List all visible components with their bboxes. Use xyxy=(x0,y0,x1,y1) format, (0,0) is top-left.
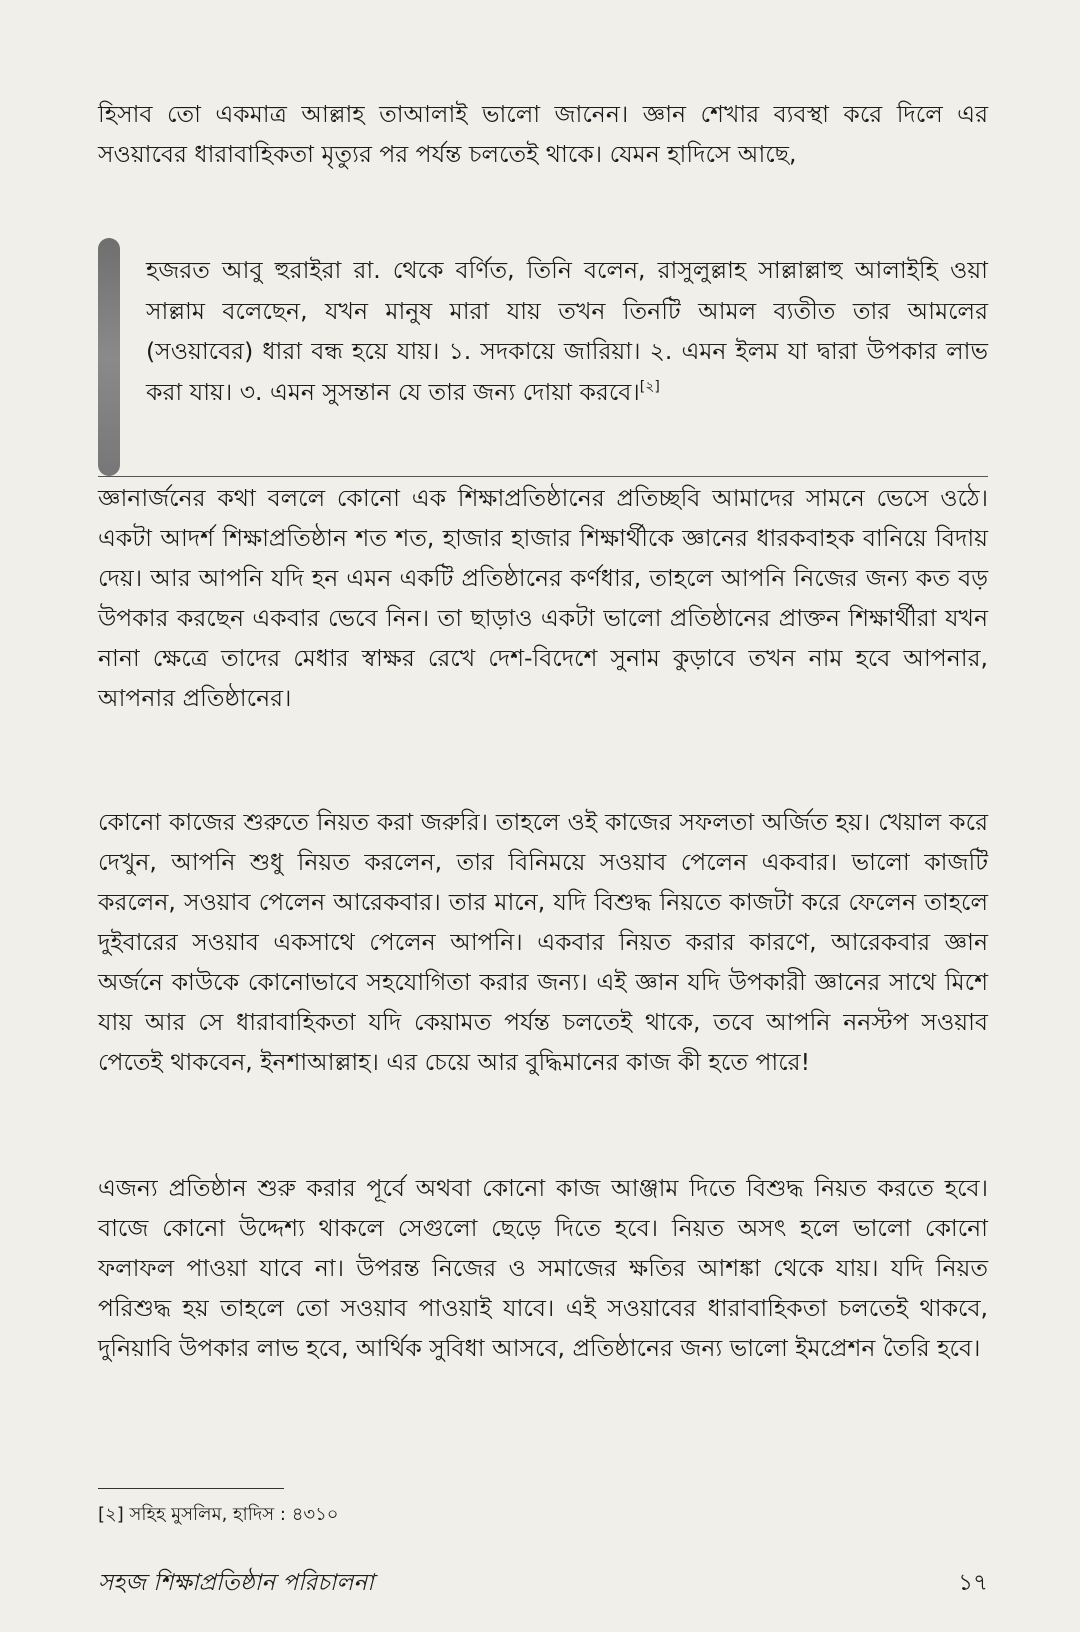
hadith-text: হজরত আবু হুরাইরা রা. থেকে বর্ণিত, তিনি বলেন, রাসুলুল্লাহ সাল্লাল্লাহু আলাইহি ওয়া সাল্লাম বলেছেন, যখন মানুষ মারা যায় তখন তিনটি আমল ব্যতীত তার আমলের (সওয়াবের) ধারা বন্ধ হয়ে যায়। ১. সদকায়ে জারিয়া। ২. এমন ইলম যা দ্বারা উপকার লাভ করা যায়। ৩. এমন সুসন্তান যে তার জন্য দোয়া করবে। xyxy=(146,256,988,406)
quote-divider xyxy=(98,476,988,477)
paragraph-knowledge: জ্ঞানার্জনের কথা বললে কোনো এক শিক্ষাপ্রতিষ্ঠানের প্রতিচ্ছবি আমাদের সামনে ভেসে ওঠে। একটা আদর্শ শিক্ষাপ্রতিষ্ঠান শত শত, হাজার হাজার শিক্ষার্থীকে জ্ঞানের ধারকবাহক বানিয়ে বিদায় দেয়। আর আপনি যদি হন এমন একটি প্রতিষ্ঠানের কর্ণধার, তাহলে আপনি নিজের জন্য কত বড় উপকার করছেন একবার ভেবে নিন। তা ছাড়াও একটা ভালো প্রতিষ্ঠানের প্রাক্তন শিক্ষার্থীরা যখন নানা ক্ষেত্রে তাদের মেধার স্বাক্ষর রেখে দেশ-বিদেশে সুনাম কুড়াবে তখন নাম হবে আপনার, আপনার প্রতিষ্ঠানের। xyxy=(98,484,988,712)
paragraph-intro: হিসাব তো একমাত্র আল্লাহ তাআলাই ভালো জানেন। জ্ঞান শেখার ব্যবস্থা করে দিলে এর সওয়াবের ধারাবাহিকতা মৃত্যুর পর পর্যন্ত চলতেই থাকে। যেমন হাদিসে আছে, xyxy=(98,100,988,168)
book-title: সহজ শিক্ষাপ্রতিষ্ঠান পরিচালনা xyxy=(98,1570,374,1596)
footnote: [২] সহিহ মুসলিম, হাদিস : ৪৩১০ xyxy=(98,1504,339,1525)
hadith-quote xyxy=(146,250,988,412)
footnote-divider xyxy=(98,1488,284,1489)
footnote-ref[interactable]: [২] xyxy=(639,378,660,395)
paragraph-intention: কোনো কাজের শুরুতে নিয়ত করা জরুরি। তাহলে ওই কাজের সফলতা অর্জিত হয়। খেয়াল করে দেখুন, আপনি শুধু নিয়ত করলেন, তার বিনিময়ে সওয়াব পেলেন একবার। ভালো কাজটি করলেন, সওয়াব পেলেন আরেকবার। তার মানে, যদি বিশুদ্ধ নিয়তে কাজটা করে ফেলেন তাহলে দুইবারের সওয়াব একসাথে পেলেন আপনি। একবার নিয়ত করার কারণে, আরেকবার জ্ঞান অর্জনে কাউকে কোনোভাবে সহযোগিতা করার জন্য। এই জ্ঞান যদি উপকারী জ্ঞানের সাথে মিশে যায় আর সে ধারাবাহিকতা যদি কেয়ামত পর্যন্ত চলতেই থাকে, তবে আপনি ননস্টপ সওয়াব পেতেই থাকবেন, ইনশাআল্লাহ। এর চেয়ে আর বুদ্ধিমানের কাজ কী হতে পারে! xyxy=(98,808,988,1076)
page-number: ১৭ xyxy=(958,1570,988,1596)
paragraph-conclusion: এজন্য প্রতিষ্ঠান শুরু করার পূর্বে অথবা কোনো কাজ আঞ্জাম দিতে বিশুদ্ধ নিয়ত করতে হবে। বাজে কোনো উদ্দেশ্য থাকলে সেগুলো ছেড়ে দিতে হবে। নিয়ত অসৎ হলে ভালো কোনো ফলাফল পাওয়া যাবে না। উপরন্ত নিজের ও সমাজের ক্ষতির আশঙ্কা থেকে যায়। যদি নিয়ত পরিশুদ্ধ হয় তাহলে তো সওয়াব পাওয়াই যাবে। এই সওয়াবের ধারাবাহিকতা চলতেই থাকবে, দুনিয়াবি উপকার লাভ হবে, আর্থিক সুবিধা আসবে, প্রতিষ্ঠানের জন্য ভালো ইমপ্রেশন তৈরি হবে। xyxy=(98,1174,988,1362)
quote-bar xyxy=(98,238,120,476)
